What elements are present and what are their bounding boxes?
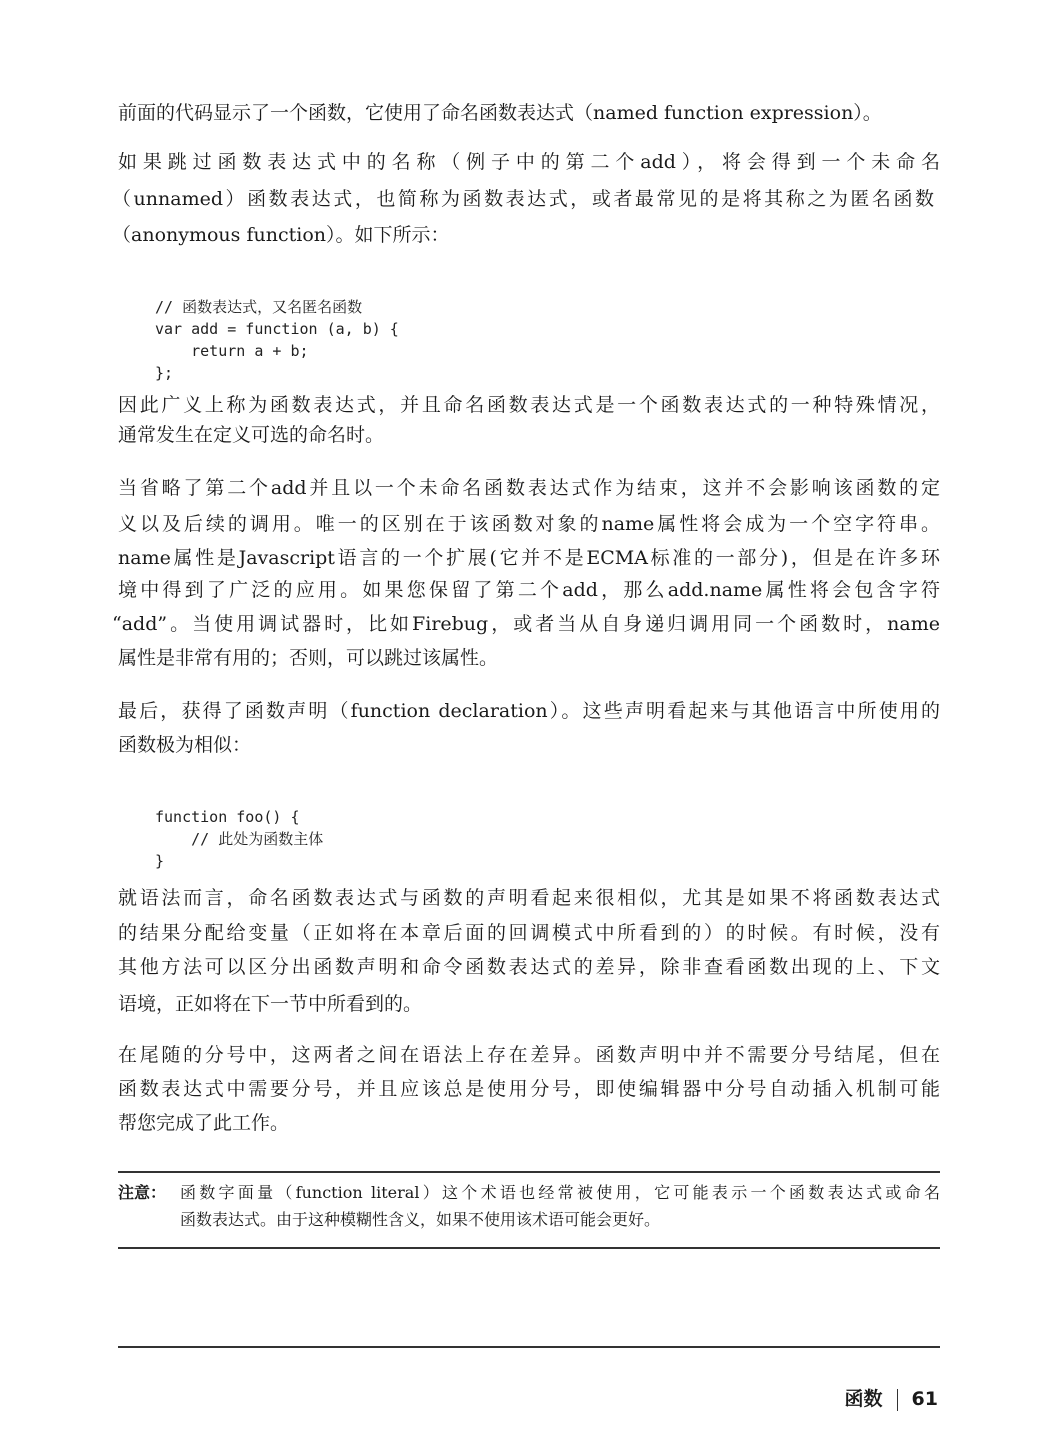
code-line: var add = function (a, b) {: [155, 320, 399, 338]
text-line: 属性是非常有用的；否则，可以跳过该属性。: [118, 647, 499, 669]
text-line: 语境，正如将在下一节中所看到的。: [118, 993, 423, 1015]
note-bottom-rule: [118, 1247, 940, 1249]
page-footer: [845, 1384, 938, 1411]
text-line: 境中得到了广泛的应用。如果您保留了第二个add，那么add.name属性将会包含字符: [118, 579, 940, 601]
code-line: function foo() {: [155, 808, 300, 826]
text-line: 帮您完成了此工作。: [118, 1112, 290, 1134]
text-line: 前面的代码显示了一个函数，它使用了命名函数表达式（named function expression）。: [118, 102, 882, 124]
code-line: return a + b;: [155, 342, 309, 360]
text-line: 其他方法可以区分出函数声明和命令函数表达式的差异，除非查看函数出现的上、下文: [118, 956, 940, 978]
text-line: （anonymous function）。如下所示：: [112, 224, 450, 246]
footer-rule: [118, 1346, 940, 1348]
text-line: name属性是Javascript语言的一个扩展(它并不是ECMA标准的一部分)，但是在许多环: [118, 547, 940, 569]
text-line: “add”。当使用调试器时，比如Firebug，或者当从自身递归调用同一个函数时，name: [112, 613, 940, 635]
code-line: // 函数表达式，又名匿名函数: [155, 298, 363, 316]
code-line: // 此处为函数主体: [155, 830, 324, 848]
text-line: 当省略了第二个add并且以一个未命名函数表达式作为结束，这并不会影响该函数的定: [118, 477, 940, 499]
note-line: 函数字面量（function literal）这个术语也经常被使用，它可能表示一个函数表达式或命名: [180, 1183, 940, 1202]
text-line: （unnamed）函数表达式，也简称为函数表达式，或者最常见的是将其称之为匿名函数: [112, 188, 934, 210]
text-line: 如果跳过函数表达式中的名称（例子中的第二个add），将会得到一个未命名: [118, 151, 940, 173]
note-label: 注意：: [118, 1183, 167, 1202]
code-line: };: [155, 364, 174, 382]
text-line: 函数极为相似：: [118, 734, 252, 756]
note-top-rule: [118, 1171, 940, 1173]
code-line: }: [155, 852, 165, 870]
text-line: 在尾随的分号中，这两者之间在语法上存在差异。函数声明中并不需要分号结尾，但在: [118, 1044, 940, 1066]
section-name: 函数: [844, 1388, 883, 1410]
text-line: 就语法而言，命名函数表达式与函数的声明看起来很相似，尤其是如果不将函数表达式: [118, 887, 940, 909]
note-line: 函数表达式。由于这种模糊性含义，如果不使用该术语可能会更好。: [180, 1210, 661, 1229]
text-line: 义以及后续的调用。唯一的区别在于该函数对象的name属性将会成为一个空字符串。: [118, 513, 940, 535]
page-number: 61: [911, 1388, 938, 1410]
text-line: 通常发生在定义可选的命名时。: [118, 424, 385, 446]
code-block-2: [155, 784, 323, 872]
code-block-1: [155, 274, 399, 384]
text-line: 函数表达式中需要分号，并且应该总是使用分号，即使编辑器中分号自动插入机制可能: [118, 1078, 940, 1100]
text-line: 的结果分配给变量（正如将在本章后面的回调模式中所看到的）的时候。有时候，没有: [118, 922, 940, 944]
text-line: 最后，获得了函数声明（function declaration）。这些声明看起来与其他语言中所使用的: [118, 700, 940, 722]
text-line: 因此广义上称为函数表达式，并且命名函数表达式是一个函数表达式的一种特殊情况，: [118, 394, 940, 416]
separator: [897, 1389, 898, 1411]
